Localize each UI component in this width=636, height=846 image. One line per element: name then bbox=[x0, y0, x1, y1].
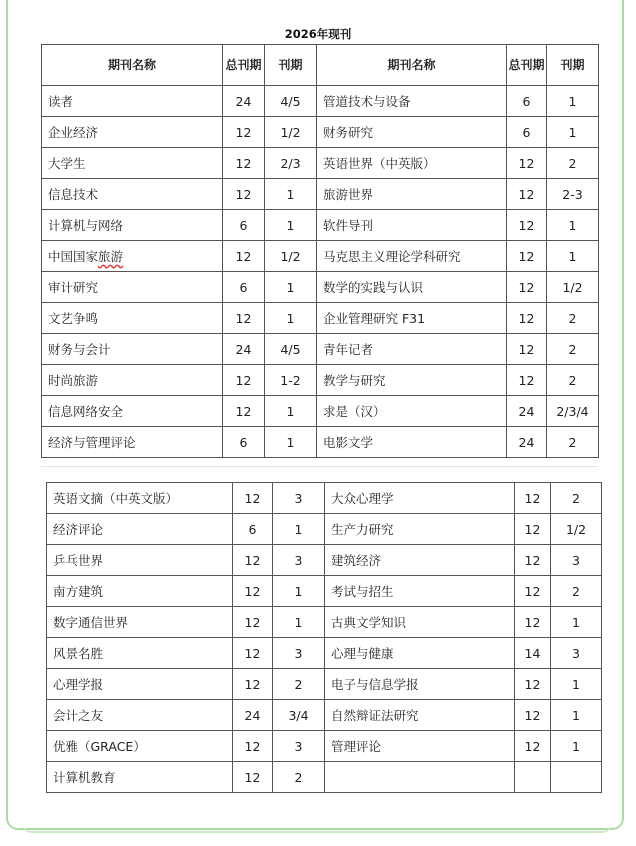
journal-name-cell: 电子与信息学报 bbox=[325, 669, 515, 700]
issue-cell: 1/2 bbox=[265, 241, 317, 272]
issue-cell: 3 bbox=[551, 638, 602, 669]
total-issues-cell: 12 bbox=[515, 669, 551, 700]
table-row bbox=[42, 179, 599, 210]
journal-table-2 bbox=[46, 482, 602, 793]
total-issues-cell: 24 bbox=[507, 427, 547, 458]
journal-name-cell: 电影文学 bbox=[317, 427, 507, 458]
journal-name-cell: 心理与健康 bbox=[325, 638, 515, 669]
total-issues-cell: 12 bbox=[507, 272, 547, 303]
table-row bbox=[47, 731, 602, 762]
table-row bbox=[42, 117, 599, 148]
journal-name-cell: 读者 bbox=[42, 86, 223, 117]
issue-cell: 2 bbox=[547, 427, 599, 458]
total-issues-cell: 12 bbox=[223, 396, 265, 427]
issue-cell: 2 bbox=[551, 483, 602, 514]
table-row bbox=[47, 762, 602, 793]
journal-name-cell: 软件导刊 bbox=[317, 210, 507, 241]
issue-cell: 1 bbox=[265, 396, 317, 427]
journal-name-cell: 英语文摘（中英文版） bbox=[47, 483, 233, 514]
journal-name-cell: 财务与会计 bbox=[42, 334, 223, 365]
total-issues-cell: 12 bbox=[515, 514, 551, 545]
total-issues-cell: 12 bbox=[223, 117, 265, 148]
total-issues-cell: 12 bbox=[507, 303, 547, 334]
table-row bbox=[47, 545, 602, 576]
issue-cell: 1 bbox=[551, 607, 602, 638]
total-issues-cell: 24 bbox=[223, 334, 265, 365]
issue-cell: 1 bbox=[265, 303, 317, 334]
journal-name-cell: 心理学报 bbox=[47, 669, 233, 700]
total-issues-cell: 12 bbox=[507, 148, 547, 179]
total-issues-cell: 6 bbox=[223, 427, 265, 458]
total-issues-cell: 12 bbox=[507, 365, 547, 396]
journal-name-cell: 教学与研究 bbox=[317, 365, 507, 396]
journal-name-cell: 古典文学知识 bbox=[325, 607, 515, 638]
total-issues-cell: 12 bbox=[223, 303, 265, 334]
spellcheck-underline: 旅游 bbox=[98, 248, 124, 264]
table-row bbox=[42, 365, 599, 396]
journal-name-cell: 管理评论 bbox=[325, 731, 515, 762]
total-issues-cell: 6 bbox=[507, 86, 547, 117]
issue-cell: 1 bbox=[547, 117, 599, 148]
issue-cell: 1-2 bbox=[265, 365, 317, 396]
total-issues-cell: 12 bbox=[515, 576, 551, 607]
total-issues-cell: 12 bbox=[515, 731, 551, 762]
journal-name-cell: 计算机教育 bbox=[47, 762, 233, 793]
issue-cell: 3 bbox=[551, 545, 602, 576]
issue-cell bbox=[551, 762, 602, 793]
journal-name-cell: 优雅（GRACE） bbox=[47, 731, 233, 762]
issue-cell: 1 bbox=[265, 210, 317, 241]
table-row bbox=[42, 86, 599, 117]
journal-name-cell: 建筑经济 bbox=[325, 545, 515, 576]
total-issues-cell: 6 bbox=[223, 210, 265, 241]
issue-cell: 2 bbox=[547, 148, 599, 179]
total-issues-cell: 12 bbox=[233, 576, 273, 607]
issue-cell: 1/2 bbox=[547, 272, 599, 303]
journal-name-cell: 英语世界（中英版） bbox=[317, 148, 507, 179]
page-separator bbox=[41, 466, 598, 467]
total-issues-cell: 12 bbox=[507, 334, 547, 365]
total-issues-cell: 12 bbox=[515, 700, 551, 731]
issue-cell: 1 bbox=[265, 179, 317, 210]
journal-name-cell: 信息网络安全 bbox=[42, 396, 223, 427]
journal-name-cell: 求是（汉） bbox=[317, 396, 507, 427]
issue-cell: 2 bbox=[273, 669, 325, 700]
total-issues-cell: 24 bbox=[233, 700, 273, 731]
journal-name-cell: 旅游世界 bbox=[317, 179, 507, 210]
journal-name-cell: 财务研究 bbox=[317, 117, 507, 148]
issue-cell: 4/5 bbox=[265, 334, 317, 365]
issue-cell: 3 bbox=[273, 483, 325, 514]
table-row bbox=[47, 483, 602, 514]
total-issues-cell: 12 bbox=[233, 638, 273, 669]
table-row bbox=[42, 396, 599, 427]
journal-name-cell bbox=[325, 762, 515, 793]
total-issues-cell: 14 bbox=[515, 638, 551, 669]
total-issues-cell: 12 bbox=[515, 545, 551, 576]
issue-cell: 1 bbox=[551, 669, 602, 700]
journal-name-cell: 管道技术与设备 bbox=[317, 86, 507, 117]
journal-name-cell: 数字通信世界 bbox=[47, 607, 233, 638]
journal-name-cell: 经济与管理评论 bbox=[42, 427, 223, 458]
journal-name-cell: 自然辩证法研究 bbox=[325, 700, 515, 731]
total-issues-cell: 6 bbox=[507, 117, 547, 148]
table-row bbox=[42, 210, 599, 241]
journal-name-cell: 经济评论 bbox=[47, 514, 233, 545]
header-journal-name: 期刊名称 bbox=[42, 45, 223, 86]
issue-cell: 3 bbox=[273, 545, 325, 576]
header-total-issues: 总刊期 bbox=[507, 45, 547, 86]
journal-name-cell: 企业经济 bbox=[42, 117, 223, 148]
issue-cell: 3/4 bbox=[273, 700, 325, 731]
journal-name-cell: 中国国家旅游 bbox=[42, 241, 223, 272]
total-issues-cell: 6 bbox=[223, 272, 265, 303]
header-journal-name: 期刊名称 bbox=[317, 45, 507, 86]
table-row bbox=[47, 700, 602, 731]
issue-cell: 1 bbox=[551, 700, 602, 731]
total-issues-cell: 12 bbox=[233, 762, 273, 793]
journal-name-cell: 青年记者 bbox=[317, 334, 507, 365]
header-total-issues: 总刊期 bbox=[223, 45, 265, 86]
issue-cell: 2 bbox=[551, 576, 602, 607]
total-issues-cell: 12 bbox=[507, 179, 547, 210]
issue-cell: 1 bbox=[273, 514, 325, 545]
journal-name-cell: 会计之友 bbox=[47, 700, 233, 731]
issue-cell: 1 bbox=[273, 576, 325, 607]
issue-cell: 2/3/4 bbox=[547, 396, 599, 427]
issue-cell: 3 bbox=[273, 731, 325, 762]
issue-cell: 1 bbox=[265, 427, 317, 458]
journal-name-cell: 乒乓世界 bbox=[47, 545, 233, 576]
issue-cell: 1 bbox=[273, 607, 325, 638]
table-row bbox=[42, 241, 599, 272]
journal-name-cell: 大学生 bbox=[42, 148, 223, 179]
issue-cell: 1 bbox=[547, 241, 599, 272]
total-issues-cell: 24 bbox=[223, 86, 265, 117]
journal-name-cell: 计算机与网络 bbox=[42, 210, 223, 241]
journal-name-cell: 数学的实践与认识 bbox=[317, 272, 507, 303]
journal-name-cell: 文艺争鸣 bbox=[42, 303, 223, 334]
issue-cell: 3 bbox=[273, 638, 325, 669]
table-row bbox=[47, 607, 602, 638]
journal-name-cell: 马克思主义理论学科研究 bbox=[317, 241, 507, 272]
total-issues-cell: 6 bbox=[233, 514, 273, 545]
header-issue: 刊期 bbox=[265, 45, 317, 86]
table-row bbox=[47, 576, 602, 607]
journal-table-1 bbox=[41, 44, 599, 458]
frame-bottom-edge bbox=[22, 823, 612, 833]
issue-cell: 2 bbox=[547, 334, 599, 365]
table-row bbox=[47, 514, 602, 545]
table-header-row bbox=[42, 45, 599, 86]
total-issues-cell: 12 bbox=[233, 483, 273, 514]
issue-cell: 1 bbox=[265, 272, 317, 303]
table-row bbox=[42, 334, 599, 365]
total-issues-cell: 12 bbox=[233, 607, 273, 638]
total-issues-cell: 12 bbox=[233, 731, 273, 762]
journal-name-cell: 企业管理研究 F31 bbox=[317, 303, 507, 334]
total-issues-cell: 12 bbox=[515, 607, 551, 638]
total-issues-cell: 12 bbox=[223, 365, 265, 396]
total-issues-cell: 12 bbox=[223, 148, 265, 179]
total-issues-cell bbox=[515, 762, 551, 793]
journal-name-cell: 信息技术 bbox=[42, 179, 223, 210]
issue-cell: 1 bbox=[547, 86, 599, 117]
journal-name-cell: 大众心理学 bbox=[325, 483, 515, 514]
journal-name-cell: 生产力研究 bbox=[325, 514, 515, 545]
issue-cell: 1/2 bbox=[265, 117, 317, 148]
journal-name-cell: 时尚旅游 bbox=[42, 365, 223, 396]
total-issues-cell: 12 bbox=[515, 483, 551, 514]
total-issues-cell: 12 bbox=[223, 179, 265, 210]
table-row bbox=[47, 669, 602, 700]
table-row bbox=[42, 427, 599, 458]
issue-cell: 2/3 bbox=[265, 148, 317, 179]
issue-cell: 1/2 bbox=[551, 514, 602, 545]
journal-name-cell: 南方建筑 bbox=[47, 576, 233, 607]
issue-cell: 2 bbox=[273, 762, 325, 793]
total-issues-cell: 12 bbox=[223, 241, 265, 272]
table-row bbox=[47, 638, 602, 669]
journal-name-cell: 风景名胜 bbox=[47, 638, 233, 669]
journal-name-cell: 审计研究 bbox=[42, 272, 223, 303]
table-row bbox=[42, 303, 599, 334]
total-issues-cell: 12 bbox=[507, 241, 547, 272]
total-issues-cell: 12 bbox=[233, 545, 273, 576]
issue-cell: 2-3 bbox=[547, 179, 599, 210]
total-issues-cell: 24 bbox=[507, 396, 547, 427]
issue-cell: 1 bbox=[547, 210, 599, 241]
total-issues-cell: 12 bbox=[233, 669, 273, 700]
journal-name-cell: 考试与招生 bbox=[325, 576, 515, 607]
header-issue: 刊期 bbox=[547, 45, 599, 86]
issue-cell: 4/5 bbox=[265, 86, 317, 117]
page-title: 2026年现刊 bbox=[284, 27, 352, 41]
issue-cell: 2 bbox=[547, 303, 599, 334]
issue-cell: 2 bbox=[547, 365, 599, 396]
table-row bbox=[42, 272, 599, 303]
issue-cell: 1 bbox=[551, 731, 602, 762]
total-issues-cell: 12 bbox=[507, 210, 547, 241]
table-row bbox=[42, 148, 599, 179]
